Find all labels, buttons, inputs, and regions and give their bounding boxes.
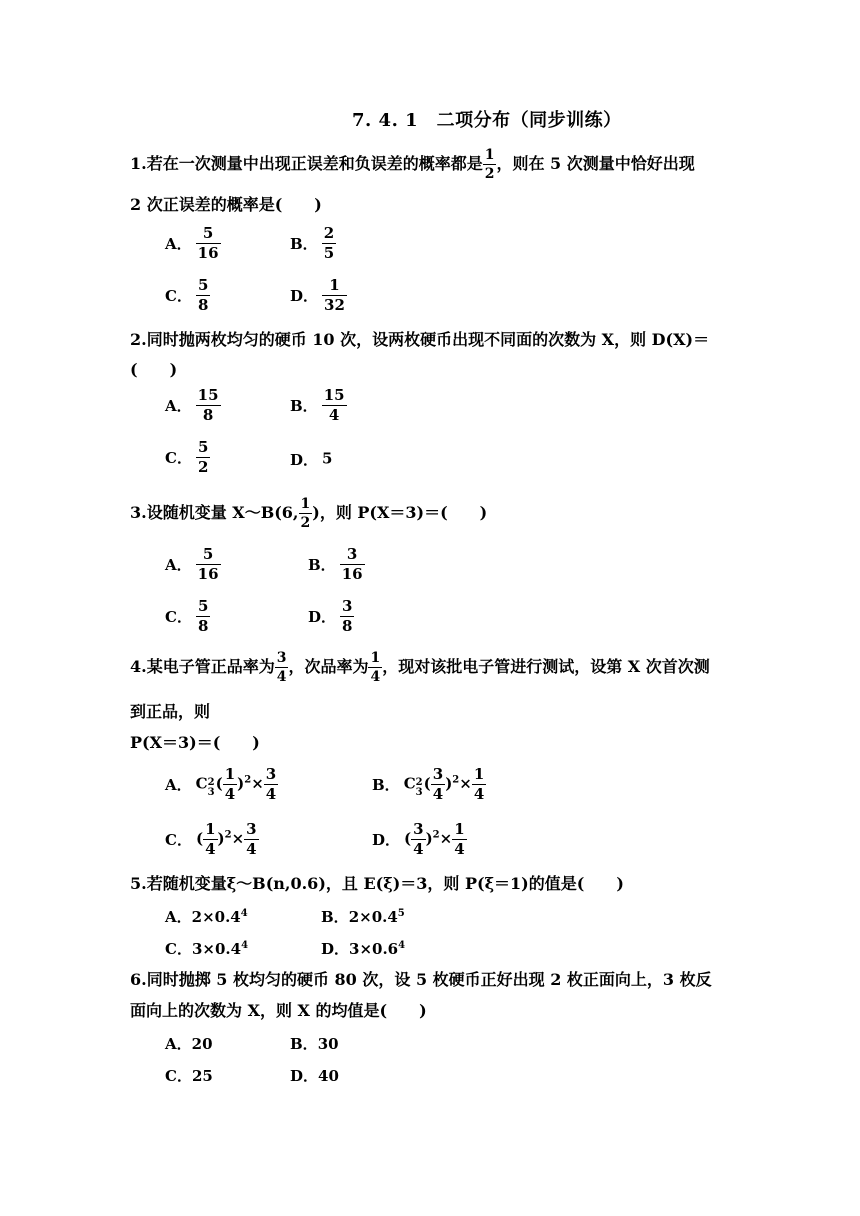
question-6-option-a[interactable]: A．20: [165, 1035, 213, 1053]
question-1-text-a: 1.若在一次测量中出现正误差和负误差的概率都是: [130, 154, 483, 173]
question-1-option-d[interactable]: D． $\frac{1}{32}$: [290, 276, 345, 314]
question-4-option-a[interactable]: A． C 2 3 ( $\frac{1}{4}$ )$^2$× $\frac{3}{4}$: [165, 765, 277, 803]
question-1-line-2: 2 次正误差的概率是( ): [130, 195, 322, 214]
question-4-fraction-1: $\frac{3}{4}$: [276, 650, 287, 685]
question-2-option-c[interactable]: C． $\frac{5}{2}$: [165, 438, 209, 476]
option-fraction: $\frac{5}{2}$: [197, 438, 209, 476]
question-5-option-b[interactable]: B．$2\times 0.4^5$: [321, 908, 405, 926]
question-6-option-d[interactable]: D．40: [290, 1067, 339, 1085]
question-6-line-2: 面向上的次数为 X，则 X 的均值是( ): [130, 1001, 427, 1020]
question-3-option-b[interactable]: B． $\frac{3}{16}$: [308, 545, 363, 583]
question-6-option-c[interactable]: C．25: [165, 1067, 213, 1085]
option-fraction: $\frac{1}{32}$: [324, 276, 345, 314]
question-3-line-1: 3.设随机变量 X～B(6, $\frac{1}{2}$ )，则 P(X＝3)＝( ): [130, 496, 488, 531]
option-fraction: $\frac{3}{8}$: [342, 597, 353, 635]
question-4-line-3: P(X＝3)＝( ): [130, 733, 260, 752]
question-3-option-c[interactable]: C． $\frac{5}{8}$: [165, 597, 209, 635]
question-5-line-1: 5.若随机变量ξ～B(n,0.6)，且 E(ξ)＝3，则 P(ξ＝1)的值是( ): [130, 874, 624, 893]
question-2-line-2: ( ): [130, 360, 178, 379]
question-2-line-1: 2.同时抛两枚均匀的硬币 10 次，设两枚硬币出现不同面的次数为 X，则 D(X)＝: [130, 330, 710, 349]
question-4-fraction-2: $\frac{1}{4}$: [370, 650, 381, 685]
option-fraction: $\frac{15}{8}$: [197, 386, 219, 424]
question-4-option-d[interactable]: D． ( $\frac{3}{4}$ )$^2$× $\frac{1}{4}$: [372, 820, 465, 858]
question-2-option-a[interactable]: A． $\frac{15}{8}$: [165, 386, 219, 424]
option-fraction: $\frac{2}{5}$: [323, 224, 335, 262]
option-fraction: $\frac{5}{16}$: [197, 545, 219, 583]
question-3-fraction: $\frac{1}{2}$: [300, 496, 311, 531]
question-4-line-1: 4.某电子管正品率为 $\frac{3}{4}$ ，次品率为 $\frac{1}{4}$ ，现对该批电子管进行测试，设第 X 次首次测: [130, 650, 710, 685]
question-4-line-2: 到正品，则: [130, 702, 211, 721]
option-fraction: $\frac{5}{8}$: [197, 597, 209, 635]
question-4-option-c[interactable]: C． ( $\frac{1}{4}$ )$^2$× $\frac{3}{4}$: [165, 820, 257, 858]
question-4-option-b[interactable]: B． C 2 3 ( $\frac{3}{4}$ )$^2$× $\frac{1}{4}$: [372, 765, 485, 803]
question-3-option-d[interactable]: D． $\frac{3}{8}$: [308, 597, 353, 635]
question-3-option-a[interactable]: A． $\frac{5}{16}$: [165, 545, 219, 583]
question-1-option-c[interactable]: C． $\frac{5}{8}$: [165, 276, 209, 314]
option-fraction: $\frac{5}{8}$: [197, 276, 209, 314]
question-2-option-d[interactable]: D． 5: [290, 449, 333, 469]
question-2-option-b[interactable]: B． $\frac{15}{4}$: [290, 386, 345, 424]
option-fraction: $\frac{3}{16}$: [341, 545, 363, 583]
question-1-option-b[interactable]: B． $\frac{2}{5}$: [290, 224, 335, 262]
question-5-option-d[interactable]: D．$3\times 0.6^4$: [321, 940, 406, 958]
question-6-option-b[interactable]: B．30: [290, 1035, 339, 1053]
question-6-line-1: 6.同时抛掷 5 枚均匀的硬币 80 次，设 5 枚硬币正好出现 2 枚正面向上，3 枚反: [130, 970, 712, 989]
page-title: 7. 4. 1 二项分布（同步训练）: [352, 110, 622, 131]
question-1-fraction: $\frac{1}{2}$: [484, 147, 495, 182]
option-fraction: $\frac{15}{4}$: [323, 386, 345, 424]
question-5-option-a[interactable]: A．$2\times 0.4^4$: [165, 908, 248, 926]
question-1-option-a[interactable]: A． $\frac{5}{16}$: [165, 224, 219, 262]
question-1-line-1: [130, 148, 695, 181]
question-5-option-c[interactable]: C．$3\times 0.4^4$: [165, 940, 249, 958]
option-fraction: $\frac{5}{16}$: [197, 224, 219, 262]
question-1-text-b: ，则在 5 次测量中恰好出现: [496, 154, 695, 173]
